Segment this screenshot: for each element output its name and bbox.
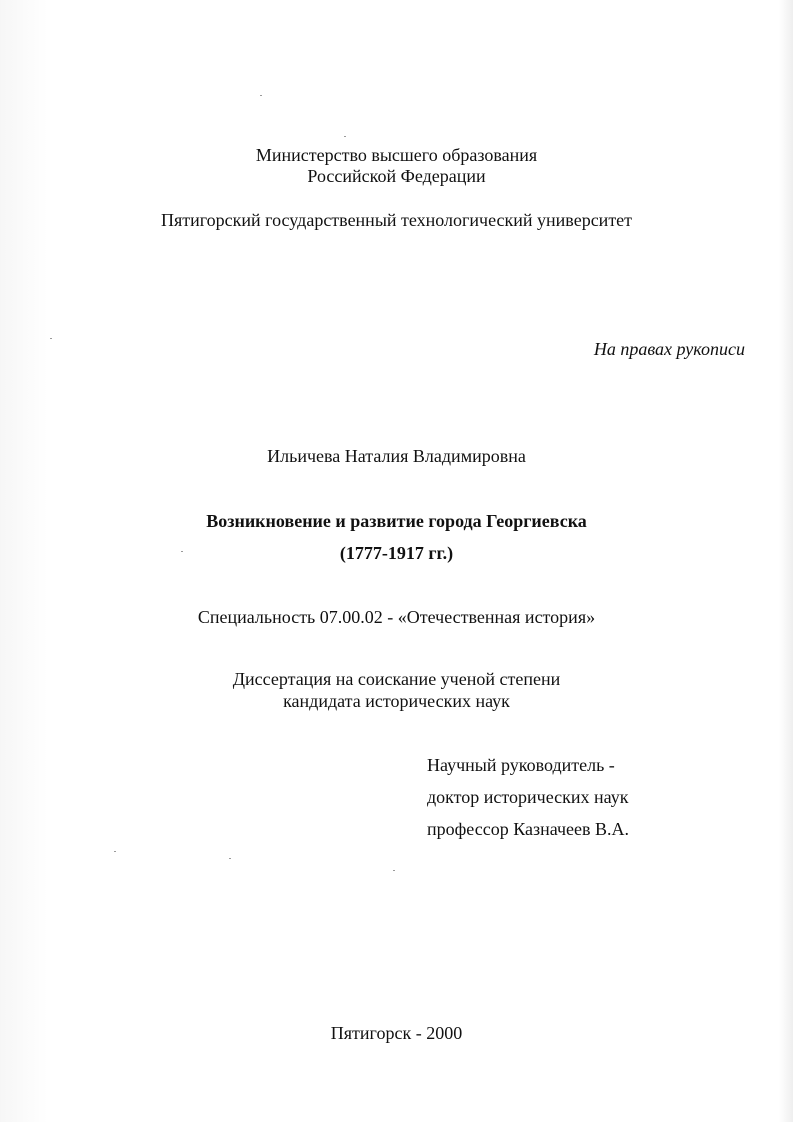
supervisor-line-1: Научный руководитель - (427, 755, 615, 775)
place-and-year: Пятигорск - 2000 (330, 1023, 463, 1043)
supervisor-line-3: профессор Казначеев В.А. (427, 819, 630, 839)
scan-speck (181, 551, 183, 552)
scan-speck (344, 136, 346, 137)
dissertation-title-line-2: (1777-1917 гг.) (339, 543, 454, 563)
ministry-line-2: Российской Федерации (307, 166, 486, 186)
author-name: Ильичева Наталия Владимировна (267, 446, 526, 466)
scan-speck (260, 95, 262, 96)
scan-speck (393, 870, 395, 871)
scan-speck (229, 858, 231, 859)
supervisor-line-2: доктор исторических наук (427, 787, 629, 807)
specialty-line: Специальность 07.00.02 - «Отечественная история» (197, 607, 596, 627)
dissertation-title-line-1: Возникновение и развитие города Георгиевска (206, 511, 587, 531)
scan-speck (50, 338, 52, 339)
scan-speck (114, 851, 116, 852)
degree-line-2: кандидата исторических наук (283, 691, 510, 711)
university-name: Пятигорский государственный технологический университет (160, 210, 633, 230)
degree-line-1: Диссертация на соискание ученой степени (232, 669, 561, 689)
manuscript-note: На правах рукописи (593, 339, 745, 359)
ministry-line-1: Министерство высшего образования (255, 145, 538, 165)
